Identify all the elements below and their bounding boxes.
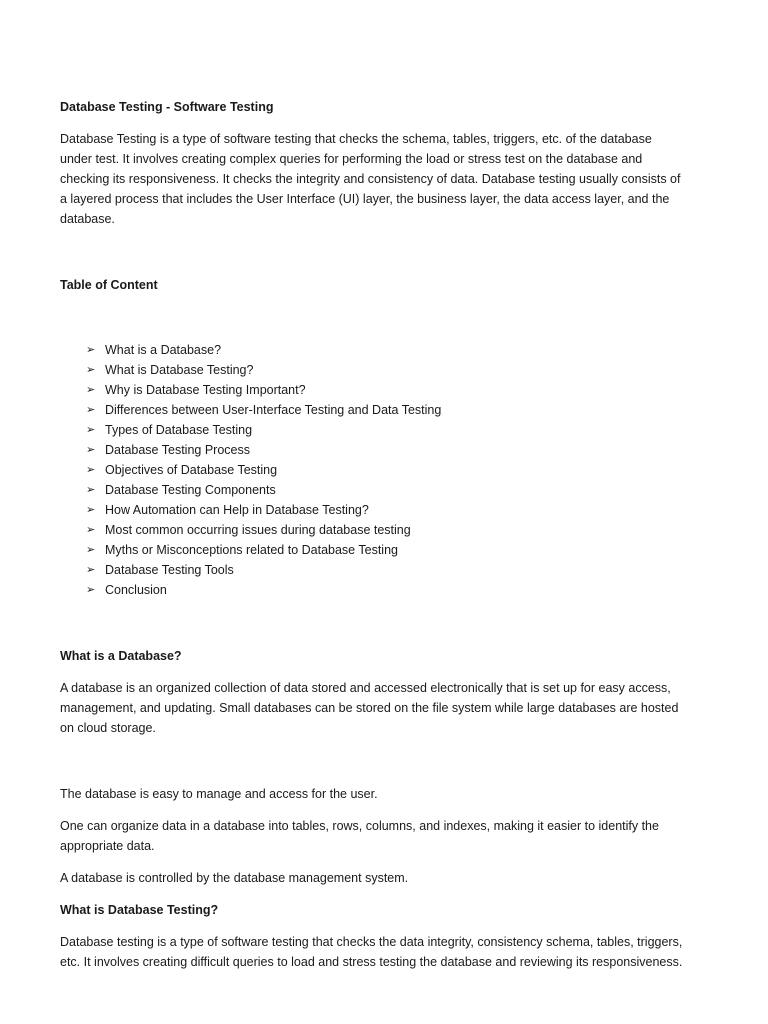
toc-item-label: What is a Database?: [105, 343, 222, 357]
toc-item-label: Database Testing Tools: [105, 563, 234, 577]
arrow-bullet-icon: ➢: [86, 564, 96, 576]
toc-item-label: Myths or Misconceptions related to Database Testing: [105, 543, 398, 557]
toc-item: [86, 360, 700, 380]
toc-item-label: Objectives of Database Testing: [105, 463, 278, 477]
toc-item: [86, 420, 700, 440]
toc-item: [86, 340, 700, 360]
toc-item: [86, 520, 700, 540]
arrow-bullet-icon: ➢: [86, 504, 96, 516]
toc-item-label: How Automation can Help in Database Testing?: [105, 503, 369, 517]
document-title: Database Testing - Software Testing: [60, 100, 274, 114]
database-easy-paragraph: The database is easy to manage and access for the user.: [60, 787, 378, 801]
toc-item: [86, 560, 700, 580]
document-page: [60, 97, 700, 972]
arrow-bullet-icon: ➢: [86, 404, 96, 416]
database-dbms-paragraph: A database is controlled by the database management system.: [60, 871, 409, 885]
arrow-bullet-icon: ➢: [86, 444, 96, 456]
database-definition-paragraph: A database is an organized collection of data stored and accessed electronically that is set up for easy access, management, and updating. Small databases can be stored on the file system while large databases are hosted on cloud storage.: [60, 681, 679, 735]
arrow-bullet-icon: ➢: [86, 364, 96, 376]
toc-heading: Table of Content: [60, 278, 158, 292]
toc-item-label: Database Testing Process: [105, 443, 250, 457]
toc-item: [86, 480, 700, 500]
arrow-bullet-icon: ➢: [86, 384, 96, 396]
toc-item-label: Why is Database Testing Important?: [105, 383, 306, 397]
section-heading-what-is-database: What is a Database?: [60, 649, 182, 663]
toc-item: [86, 500, 700, 520]
toc-list: [60, 340, 700, 600]
section-heading-what-is-database-testing: What is Database Testing?: [60, 903, 219, 917]
arrow-bullet-icon: ➢: [86, 544, 96, 556]
arrow-bullet-icon: ➢: [86, 424, 96, 436]
toc-item: [86, 440, 700, 460]
toc-item: [86, 380, 700, 400]
arrow-bullet-icon: ➢: [86, 524, 96, 536]
arrow-bullet-icon: ➢: [86, 584, 96, 596]
toc-item: [86, 580, 700, 600]
database-organize-paragraph: One can organize data in a database into tables, rows, columns, and indexes, making it easier to identify the appropriate data.: [60, 819, 659, 853]
toc-item: [86, 400, 700, 420]
arrow-bullet-icon: ➢: [86, 484, 96, 496]
toc-item-label: Differences between User-Interface Testing and Data Testing: [105, 403, 442, 417]
toc-item-label: What is Database Testing?: [105, 363, 254, 377]
arrow-bullet-icon: ➢: [86, 344, 96, 356]
toc-item-label: Database Testing Components: [105, 483, 276, 497]
toc-item-label: Most common occurring issues during database testing: [105, 523, 411, 537]
toc-item: [86, 540, 700, 560]
intro-paragraph: Database Testing is a type of software testing that checks the schema, tables, triggers, etc. of the database under test. It involves creating complex queries for performing the load or stress test on the database and checking its responsiveness. It checks the integrity and consistency of data. Database testing usually consists of a layered process that includes the User Interface (UI) layer, the business layer, the data access layer, and the database.: [60, 132, 681, 226]
toc-item-label: Types of Database Testing: [105, 423, 253, 437]
toc-item-label: Conclusion: [105, 583, 167, 597]
toc-item: [86, 460, 700, 480]
arrow-bullet-icon: ➢: [86, 464, 96, 476]
database-testing-paragraph: Database testing is a type of software testing that checks the data integrity, consistency schema, tables, triggers, etc. It involves creating difficult queries to load and stress testing the database and reviewing its responsiveness.: [60, 935, 683, 969]
